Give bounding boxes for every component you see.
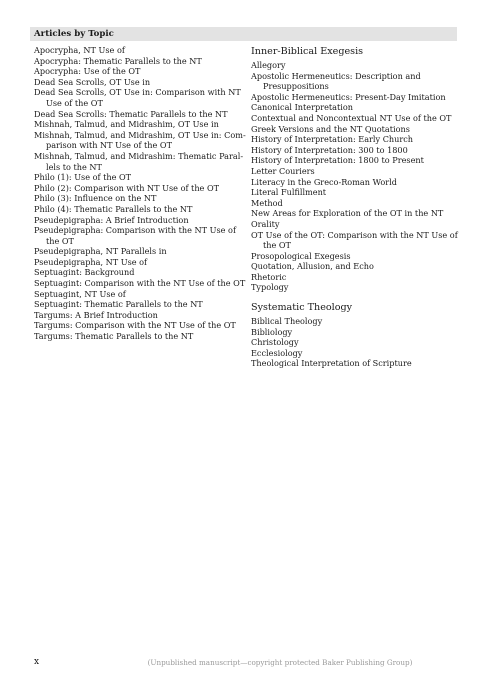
- topic-entry: Pseudepigrapha, NT Parallels in: [34, 246, 167, 257]
- topic-entry: Literacy in the Greco-Roman World: [251, 176, 397, 187]
- topic-entry: Allegory: [251, 60, 286, 70]
- page-header-title: Articles by Topic: [34, 29, 114, 39]
- topic-entry: Dead Sea Scrolls: Thematic Parallels to the NT: [34, 108, 228, 119]
- topic-entry: New Areas for Exploration of the OT in the NT: [251, 208, 444, 219]
- topic-entry: Rhetoric: [251, 271, 287, 282]
- topic-entry: Canonical Interpretation: [251, 102, 353, 113]
- topic-entry: Septuagint: Comparison with the NT Use of the OT: [34, 278, 246, 289]
- topic-entry: Pseudepigrapha, NT Use of: [34, 256, 148, 267]
- topic-entry: Mishnah, Talmud, and Midrashim, OT Use in: Com-parison with NT Use of the OT: [34, 129, 246, 151]
- topic-entry: Greek Versions and the NT Quotations: [251, 123, 410, 134]
- page-number: x: [34, 657, 40, 667]
- topic-entry: Quotation, Allusion, and Echo: [251, 261, 374, 272]
- topic-entry: Targums: Comparison with the NT Use of the OT: [34, 320, 236, 331]
- topic-section: [251, 301, 459, 369]
- topic-entry: Apocrypha: Thematic Parallels to the NT: [34, 55, 202, 66]
- topic-section: [251, 45, 459, 293]
- copyright-note: (Unpublished manuscript—copyright protected Baker Publishing Group): [147, 658, 413, 667]
- topic-entry: Typology: [251, 282, 289, 293]
- topic-entry: Targums: Thematic Parallels to the NT: [34, 331, 194, 342]
- topic-entry: Apostolic Hermeneutics: Description and Presuppositions: [251, 70, 421, 92]
- topic-entry: Philo (1): Use of the OT: [34, 172, 132, 183]
- topic-entry: History of Interpretation: 1800 to Present: [251, 155, 424, 166]
- topic-entry: Septuagint, NT Use of: [34, 288, 126, 299]
- topic-entry: Theological Interpretation of Scripture: [251, 358, 412, 369]
- topic-entry: Pseudepigrapha: A Brief Introduction: [34, 214, 189, 225]
- topic-entry: Dead Sea Scrolls, OT Use in: [34, 76, 151, 87]
- topic-entry: Contextual and Noncontextual NT Use of the OT: [251, 112, 452, 123]
- topic-entry: Orality: [251, 218, 280, 229]
- topic-entry: Mishnah, Talmud, and Midrashim, OT Use in: [34, 119, 219, 130]
- topic-entry: History of Interpretation: 300 to 1800: [251, 144, 408, 155]
- topic-entry: Septuagint: Background: [34, 267, 135, 278]
- topic-entry: Mishnah, Talmud, and Midrashim: Thematic Paral-lels to the NT: [34, 150, 244, 172]
- topic-entry: Septuagint: Thematic Parallels to the NT: [34, 299, 203, 310]
- topic-entry: Philo (4): Thematic Parallels to the NT: [34, 203, 193, 214]
- topic-entry: Literal Fulfillment: [251, 187, 327, 198]
- section-title: Inner-Biblical Exegesis: [251, 46, 364, 57]
- section-title: Systematic Theology: [251, 302, 353, 314]
- topic-entry: Philo (2): Comparison with NT Use of the OT: [34, 182, 220, 193]
- topic-entry: Letter Couriers: [251, 165, 315, 176]
- topic-entry: Pseudepigrapha: Comparison with the NT Use of the OT: [34, 225, 236, 246]
- topic-entry: Apostolic Hermeneutics: Present-Day Imitation: [251, 91, 446, 102]
- left-column: [34, 45, 246, 342]
- topic-entry: Philo (3): Influence on the NT: [34, 193, 157, 204]
- topic-entry: Biblical Theology: [251, 316, 323, 327]
- topic-entry: Bibliology: [251, 326, 293, 337]
- right-column: [251, 45, 459, 369]
- topic-entry: Ecclesiology: [251, 347, 303, 358]
- topic-entry: Apocrypha, NT Use of: [34, 45, 125, 55]
- topic-entry: OT Use of the OT: Comparison with the NT Use of the OT: [251, 229, 458, 251]
- topic-entry: Prosopological Exegesis: [251, 250, 351, 261]
- topic-entry: History of Interpretation: Early Church: [251, 134, 414, 145]
- topic-entry: Method: [251, 197, 283, 208]
- topic-entry: Dead Sea Scrolls, OT Use in: Comparison with NT Use of the OT: [34, 87, 241, 108]
- topic-entry: Christology: [251, 337, 299, 348]
- topic-entry: Targums: A Brief Introduction: [34, 309, 158, 320]
- topic-entry: Apocrypha: Use of the OT: [34, 66, 141, 77]
